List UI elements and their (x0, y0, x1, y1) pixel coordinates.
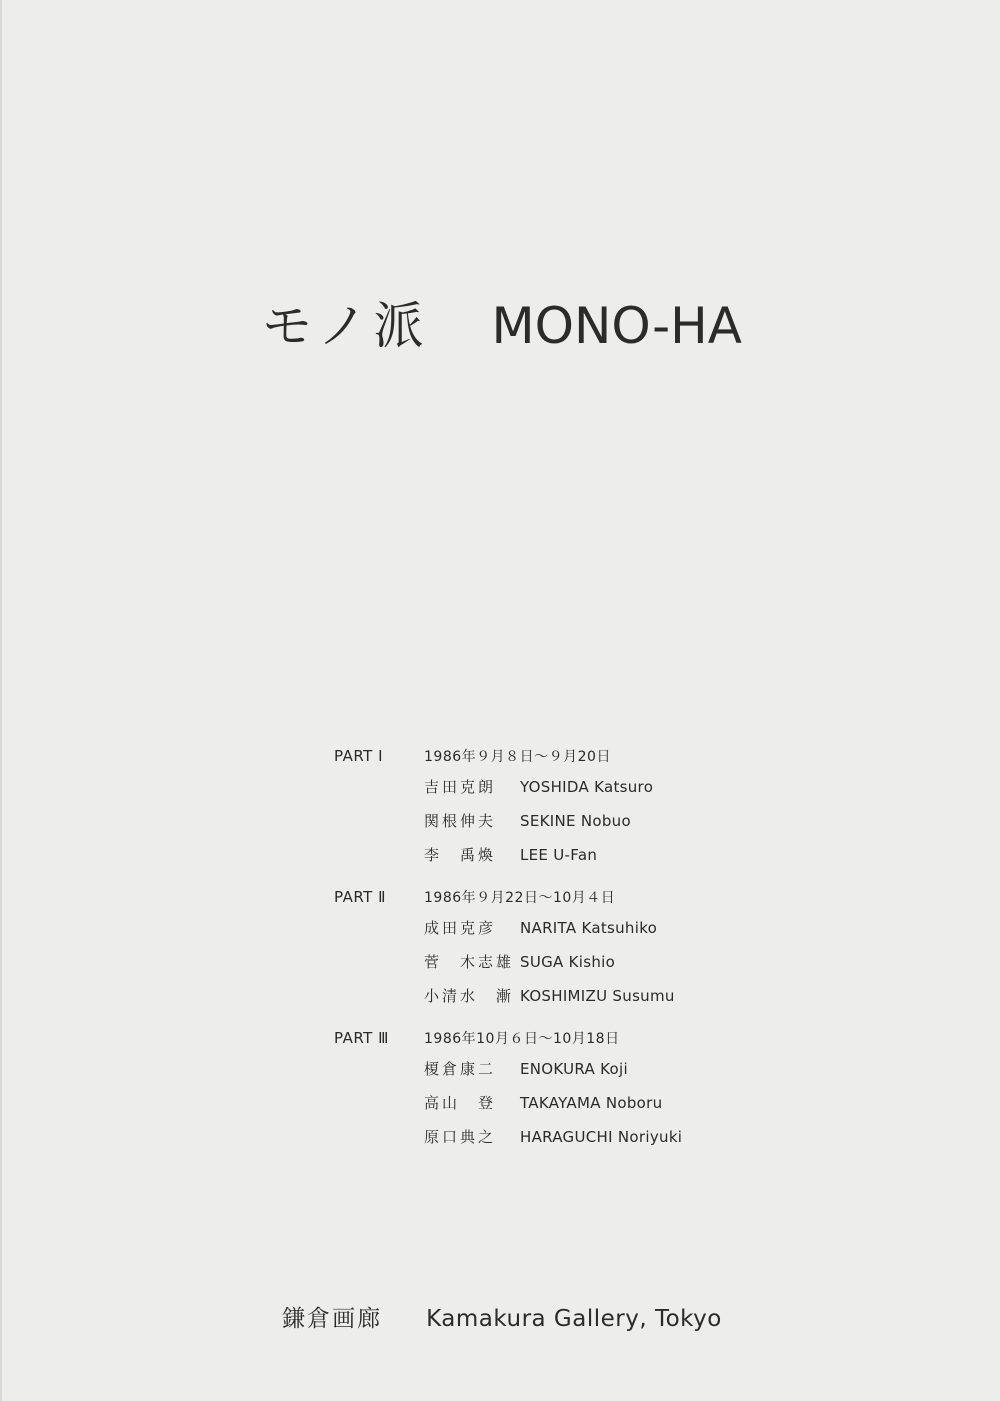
part-header (334, 1028, 754, 1058)
artist-name-english: SEKINE Nobuo (520, 812, 631, 830)
part-dates: 1986年９月８日～９月20日 (424, 749, 611, 765)
artist-row (334, 844, 754, 878)
page-title (2, 286, 1000, 358)
artist-row (334, 917, 754, 951)
artist-name-japanese: 高山 登 (424, 1094, 497, 1112)
artist-name-japanese: 李 禹煥 (424, 846, 497, 864)
part-label: PART Ⅱ (334, 888, 386, 906)
artist-name-japanese: 原口典之 (424, 1128, 497, 1146)
artist-name-japanese: 関根伸夫 (424, 812, 497, 830)
part-3 (334, 1028, 754, 1160)
part-dates: 1986年９月22日～10月４日 (424, 890, 616, 906)
gallery-name-english: Kamakura Gallery, Tokyo (426, 1306, 722, 1332)
artist-name-english: LEE U-Fan (520, 846, 598, 864)
artist-name-japanese: 榎倉康二 (424, 1060, 497, 1078)
artist-row (334, 1126, 754, 1160)
artist-row (334, 776, 754, 810)
artist-name-english: SUGA Kishio (520, 953, 616, 971)
artist-row (334, 1092, 754, 1126)
part-label: PART Ⅰ (334, 747, 384, 765)
artist-name-japanese: 成田克彦 (424, 919, 497, 937)
part-header (334, 887, 754, 917)
artist-row (334, 810, 754, 844)
artist-name-english: HARAGUCHI Noriyuki (520, 1128, 683, 1146)
part-dates: 1986年10月６日～10月18日 (424, 1031, 620, 1047)
title-japanese: モノ派 (262, 296, 430, 355)
artist-row (334, 1058, 754, 1092)
title-english: MONO-HA (491, 296, 742, 355)
artist-name-japanese: 吉田克朗 (424, 778, 497, 796)
artist-name-english: YOSHIDA Katsuro (520, 778, 654, 796)
part-header (334, 746, 754, 776)
part-label: PART Ⅲ (334, 1029, 389, 1047)
artist-name-japanese: 小清水 漸 (424, 987, 515, 1005)
gallery-footer (2, 1300, 1000, 1333)
gallery-name-japanese: 鎌倉画廊 (282, 1306, 383, 1332)
artist-name-japanese: 菅 木志雄 (424, 953, 515, 971)
artist-row (334, 985, 754, 1019)
artist-name-english: ENOKURA Koji (520, 1060, 628, 1078)
artist-row (334, 951, 754, 985)
part-1 (334, 746, 754, 878)
artist-name-english: TAKAYAMA Noboru (520, 1094, 663, 1112)
artist-name-english: KOSHIMIZU Susumu (520, 987, 675, 1005)
artist-name-english: NARITA Katsuhiko (520, 919, 658, 937)
exhibition-schedule (334, 746, 754, 1169)
part-2 (334, 887, 754, 1019)
